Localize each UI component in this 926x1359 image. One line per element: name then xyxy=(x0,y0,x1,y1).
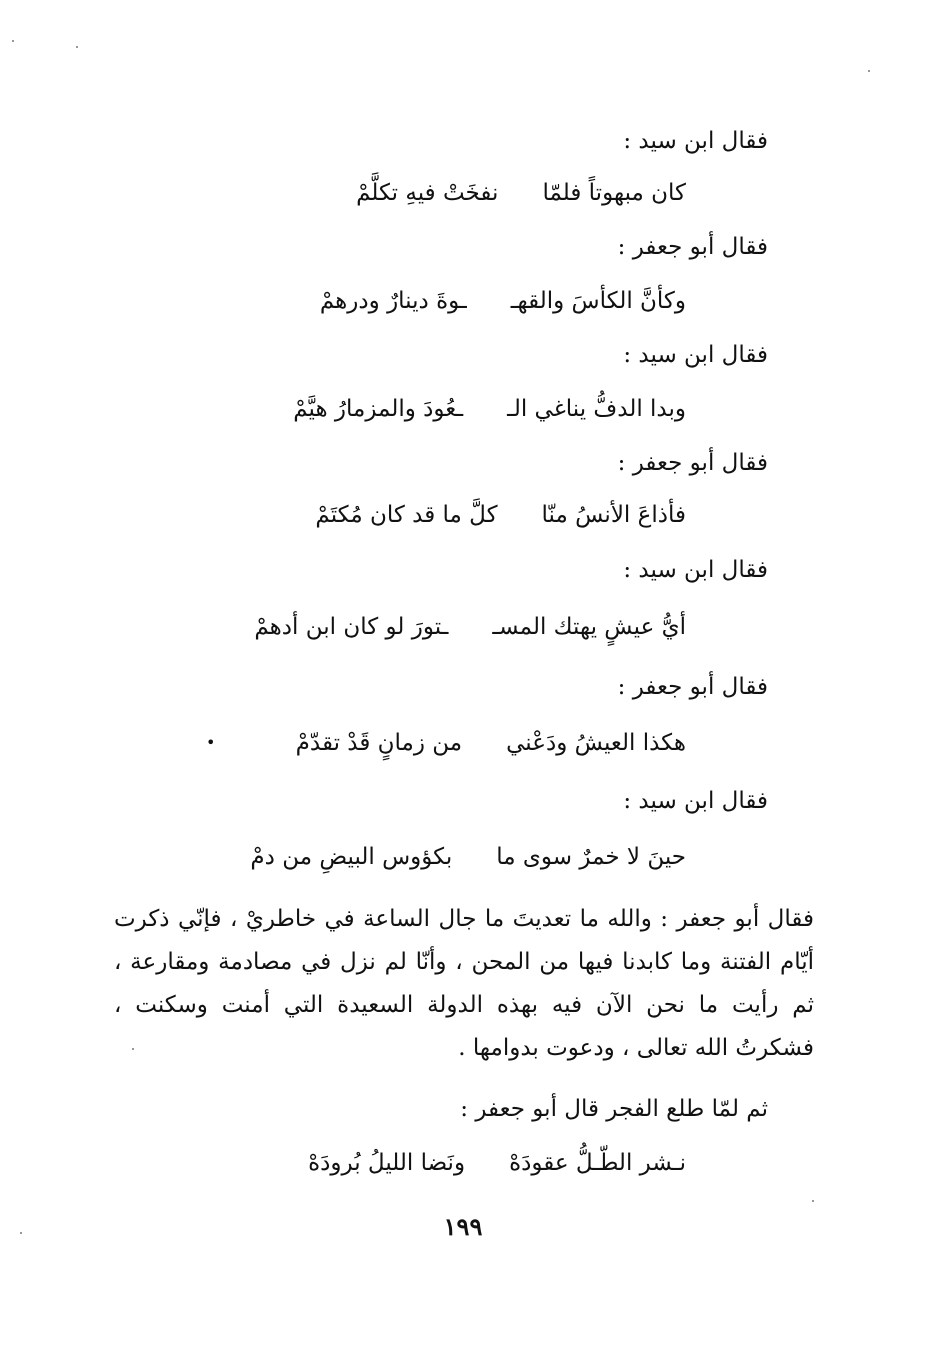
speaker-line: فقال أبو جعفر : xyxy=(617,234,768,260)
verse-line xyxy=(293,394,686,424)
speaker-line: فقال ابن سيد : xyxy=(623,788,768,814)
verse-line xyxy=(320,286,686,316)
verse-first-hemistich: فأذاعَ الأنسُ منّا xyxy=(541,502,686,528)
verse-first-hemistich: نـشر الطّـلُّ عقودَهْ xyxy=(509,1150,686,1176)
speaker-line: فقال أبو جعفر : xyxy=(617,450,768,476)
verse-first-hemistich: كان مبهوتاً فلمّا xyxy=(542,180,686,206)
speaker-line: فقال ابن سيد : xyxy=(623,342,768,368)
scan-speck xyxy=(76,46,78,48)
verse-second-hemistich: كلَّ ما قد كان مُكتَمْ xyxy=(315,502,498,528)
verse-second-hemistich: نفخَتْ فيهِ تكلَّمْ xyxy=(356,180,499,206)
verse-second-hemistich: ـعُودَ والمزمارُ هيَّمْ xyxy=(293,396,464,422)
verse-first-hemistich: هكذا العيشُ ودَعْني xyxy=(506,730,686,756)
verse-first-hemistich: أيُّ عيشٍ يهتك المسـ xyxy=(492,614,686,640)
verse-first-hemistich: وبدا الدفُّ يناغي الـ xyxy=(507,396,686,422)
closing-speaker-line: ثم لمّا طلع الفجر قال أبو جعفر : xyxy=(460,1096,768,1122)
verse-second-hemistich: ـتورَ لو كان ابن أدهمْ xyxy=(254,614,449,640)
verse-second-hemistich: ونَضا الليلُ بُرودَهْ xyxy=(308,1150,466,1176)
scan-speck xyxy=(812,1200,814,1202)
speaker-line: فقال ابن سيد : xyxy=(623,557,768,583)
verse-first-hemistich: حينَ لا خمرٌ سوى ما xyxy=(496,844,686,870)
verse-second-hemistich: من زمانٍ قَدْ تقدّمْ xyxy=(295,730,463,756)
verse-line xyxy=(250,842,686,872)
prose-text: فقال أبو جعفر : والله ما تعديتَ ما جال الساعة في خاطريْ ، فإنّي ذكرت أيّام الفتنة وما كابدنا فيها من المحن ، وأنّا لم نزل في مصادمة ومقارعة ، ثم رأيت ما نحن الآن فيه بهذه الدولة السعيدة التي أمنت وسكنت ، فشكرتُ الله تعالى ، ودعوت بدوامها . xyxy=(114,906,814,1061)
speaker-line: فقال ابن سيد : xyxy=(623,128,768,154)
verse-line xyxy=(356,178,686,208)
verse-first-hemistich: وكأنَّ الكأسَ والقهـ xyxy=(510,288,686,314)
verse-second-hemistich: ـوةَ دينارٌ ودرهمْ xyxy=(319,288,467,314)
verse-line xyxy=(254,612,686,642)
prose-paragraph xyxy=(114,898,814,1070)
verse-line xyxy=(296,728,686,758)
closing-verse-line xyxy=(308,1148,686,1178)
scan-speck xyxy=(868,70,870,72)
speaker-line: فقال أبو جعفر : xyxy=(617,674,768,700)
scan-speck xyxy=(20,1232,22,1234)
scan-speck xyxy=(132,1048,134,1050)
page-number: ١٩٩ xyxy=(443,1212,483,1241)
verse-second-hemistich: بكؤوس البيضِ من دمْ xyxy=(250,844,453,870)
verse-marker: • xyxy=(206,733,216,752)
verse-line xyxy=(315,500,686,530)
scan-speck xyxy=(12,40,14,42)
